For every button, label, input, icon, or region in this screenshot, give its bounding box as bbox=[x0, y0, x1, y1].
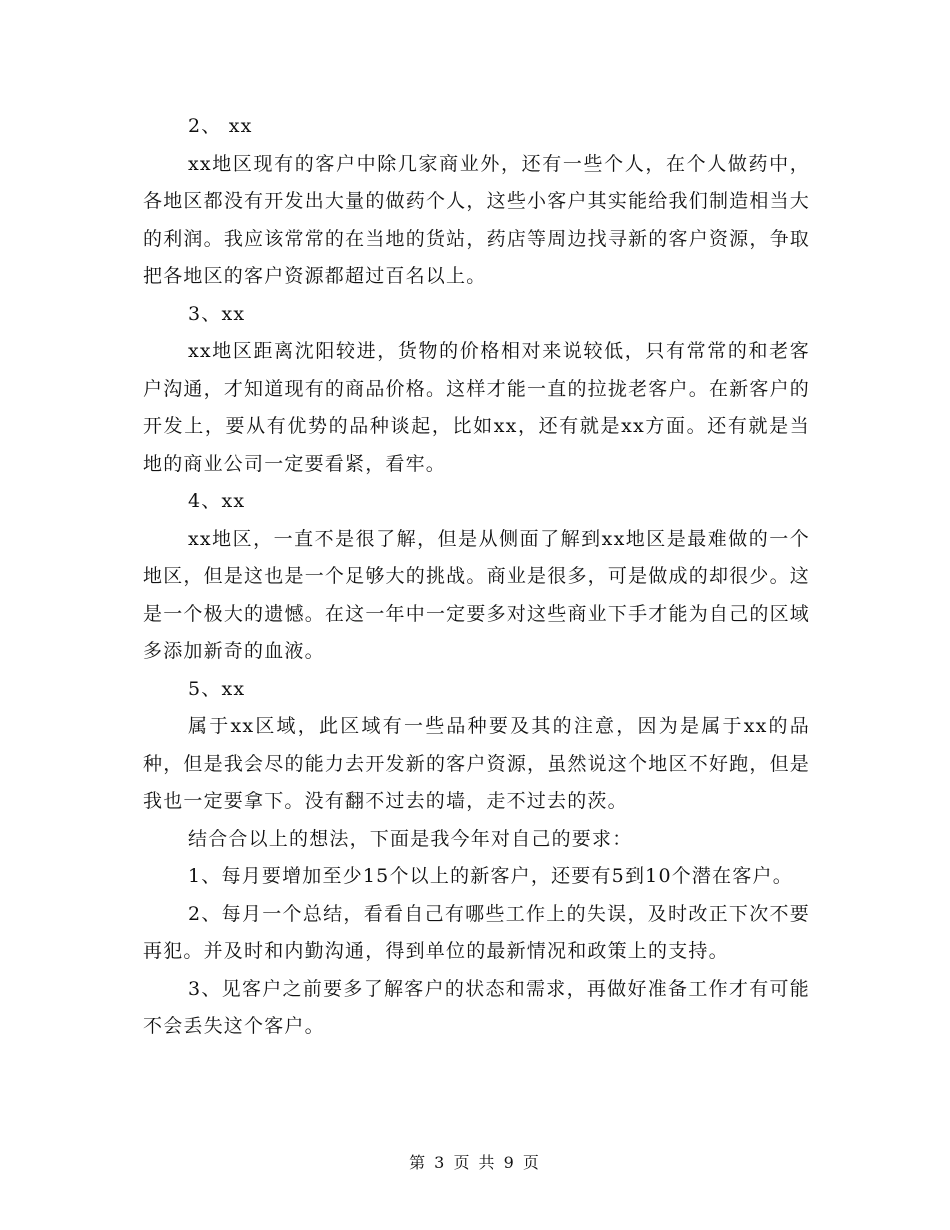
summary-intro: 结合合以上的想法，下面是我今年对自己的要求： bbox=[188, 827, 633, 850]
paragraph-item-4: xx地区，一直不是很了解，但是从侧面了解到xx地区是最难做的一个地区，但是这也是一个足够大的挑战。商业是很多，可是做成的却很少。这是一个极大的遗憾。在这一年中一定要多对这些商业下手才能为自己的区域多添加新奇的血液。 bbox=[143, 527, 810, 662]
heading-item-5: 5、xx bbox=[188, 677, 246, 700]
heading-item-2: 2、 xx bbox=[188, 115, 253, 137]
heading-item-3: 3、xx bbox=[188, 302, 246, 325]
requirement-1: 1、每月要增加至少15个以上的新客户，还要有5到10个潜在客户。 bbox=[188, 865, 793, 887]
paragraph-item-5: 属于xx区域，此区域有一些品种要及其的注意，因为是属于xx的品种，但是我会尽的能力去开发新的客户资源，虽然说这个地区不好跑，但是我也一定要拿下。没有翻不过去的墙，走不过去的茨。 bbox=[143, 715, 810, 812]
requirement-3: 3、见客户之前要多了解客户的状态和需求，再做好准备工作才有可能不会丢失这个客户。 bbox=[143, 977, 810, 1037]
paragraph-item-2: xx地区现有的客户中除几家商业外，还有一些个人，在个人做药中，各地区都没有开发出大量的做药个人，这些小客户其实能给我们制造相当大的利润。我应该常常的在当地的货站，药店等周边找寻新的客户资源，争取把各地区的客户资源都超过百名以上。 bbox=[143, 152, 810, 287]
document-body bbox=[143, 108, 810, 1046]
paragraph-item-3: xx地区距离沈阳较进，货物的价格相对来说较低，只有常常的和老客户沟通，才知道现有的商品价格。这样才能一直的拉拢老客户。在新客户的开发上，要从有优势的品种谈起，比如xx，还有就是xx方面。还有就是当地的商业公司一定要看紧，看牢。 bbox=[143, 340, 810, 475]
page-number-footer: 第 3 页 共 9 页 bbox=[409, 1153, 541, 1172]
heading-item-4: 4、xx bbox=[188, 490, 246, 512]
requirement-2: 2、每月一个总结，看看自己有哪些工作上的失误，及时改正下次不要再犯。并及时和内勤沟通，得到单位的最新情况和政策上的支持。 bbox=[143, 902, 810, 962]
